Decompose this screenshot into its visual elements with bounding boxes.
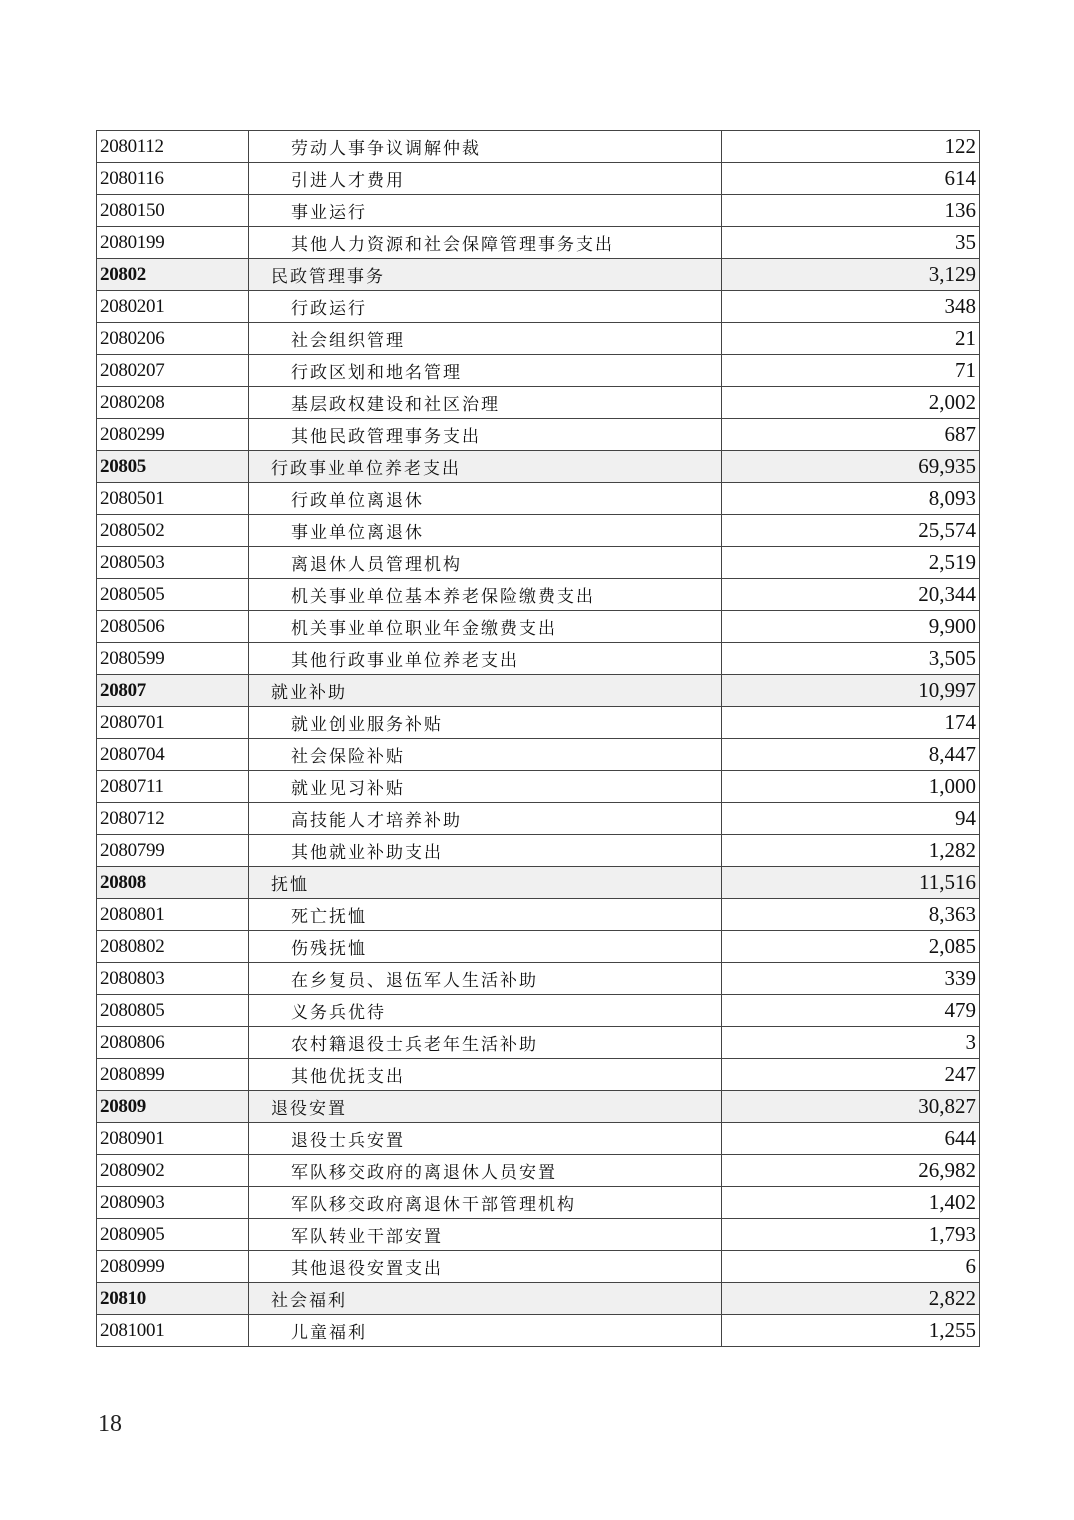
amount-cell: 644 bbox=[722, 1123, 980, 1155]
table-row bbox=[97, 195, 980, 227]
table-row bbox=[97, 163, 980, 195]
subject-code-cell: 2080150 bbox=[97, 195, 249, 227]
table-row bbox=[97, 739, 980, 771]
subject-code-cell: 2080903 bbox=[97, 1187, 249, 1219]
amount-cell: 2,822 bbox=[722, 1283, 980, 1315]
subject-name-cell: 其他退役安置支出 bbox=[249, 1251, 722, 1283]
amount-cell: 1,255 bbox=[722, 1315, 980, 1347]
subject-name-cell: 其他民政管理事务支出 bbox=[249, 419, 722, 451]
amount-cell: 1,282 bbox=[722, 835, 980, 867]
subject-code-cell: 2080802 bbox=[97, 931, 249, 963]
table-row bbox=[97, 515, 980, 547]
subject-name-cell: 行政运行 bbox=[249, 291, 722, 323]
subject-name-cell: 社会福利 bbox=[249, 1283, 722, 1315]
subject-name-cell: 机关事业单位职业年金缴费支出 bbox=[249, 611, 722, 643]
subject-code-cell: 2080199 bbox=[97, 227, 249, 259]
subject-name-cell: 伤残抚恤 bbox=[249, 931, 722, 963]
table-row bbox=[97, 1123, 980, 1155]
subject-code-cell: 2080201 bbox=[97, 291, 249, 323]
table-row bbox=[97, 835, 980, 867]
subject-name-cell: 义务兵优待 bbox=[249, 995, 722, 1027]
subject-code-cell: 2080112 bbox=[97, 131, 249, 163]
budget-expenditure-table bbox=[96, 130, 980, 1347]
subject-code-cell: 2080905 bbox=[97, 1219, 249, 1251]
subject-name-cell: 军队移交政府离退休干部管理机构 bbox=[249, 1187, 722, 1219]
subject-code-cell: 2080899 bbox=[97, 1059, 249, 1091]
amount-cell: 2,002 bbox=[722, 387, 980, 419]
subject-code-cell: 2080599 bbox=[97, 643, 249, 675]
amount-cell: 122 bbox=[722, 131, 980, 163]
amount-cell: 339 bbox=[722, 963, 980, 995]
category-row bbox=[97, 451, 980, 483]
subject-name-cell: 其他就业补助支出 bbox=[249, 835, 722, 867]
amount-cell: 3 bbox=[722, 1027, 980, 1059]
subject-code-cell: 2080704 bbox=[97, 739, 249, 771]
subject-name-cell: 事业单位离退休 bbox=[249, 515, 722, 547]
table-row bbox=[97, 1219, 980, 1251]
subject-code-cell: 20809 bbox=[97, 1091, 249, 1123]
subject-name-cell: 就业创业服务补贴 bbox=[249, 707, 722, 739]
amount-cell: 9,900 bbox=[722, 611, 980, 643]
amount-cell: 10,997 bbox=[722, 675, 980, 707]
table-row bbox=[97, 931, 980, 963]
page-number: 18 bbox=[98, 1411, 122, 1437]
subject-code-cell: 2080701 bbox=[97, 707, 249, 739]
category-row bbox=[97, 1091, 980, 1123]
table-row bbox=[97, 1315, 980, 1347]
subject-name-cell: 抚恤 bbox=[249, 867, 722, 899]
subject-name-cell: 行政区划和地名管理 bbox=[249, 355, 722, 387]
amount-cell: 479 bbox=[722, 995, 980, 1027]
subject-name-cell: 退役士兵安置 bbox=[249, 1123, 722, 1155]
table-row bbox=[97, 547, 980, 579]
category-row bbox=[97, 867, 980, 899]
subject-name-cell: 农村籍退役士兵老年生活补助 bbox=[249, 1027, 722, 1059]
subject-name-cell: 民政管理事务 bbox=[249, 259, 722, 291]
table-row bbox=[97, 803, 980, 835]
subject-name-cell: 其他优抚支出 bbox=[249, 1059, 722, 1091]
subject-code-cell: 2080799 bbox=[97, 835, 249, 867]
amount-cell: 687 bbox=[722, 419, 980, 451]
subject-name-cell: 就业见习补贴 bbox=[249, 771, 722, 803]
subject-name-cell: 军队移交政府的离退休人员安置 bbox=[249, 1155, 722, 1187]
subject-name-cell: 军队转业干部安置 bbox=[249, 1219, 722, 1251]
amount-cell: 3,505 bbox=[722, 643, 980, 675]
subject-name-cell: 事业运行 bbox=[249, 195, 722, 227]
subject-name-cell: 其他人力资源和社会保障管理事务支出 bbox=[249, 227, 722, 259]
subject-code-cell: 2080207 bbox=[97, 355, 249, 387]
table-row bbox=[97, 291, 980, 323]
amount-cell: 20,344 bbox=[722, 579, 980, 611]
subject-name-cell: 离退休人员管理机构 bbox=[249, 547, 722, 579]
amount-cell: 30,827 bbox=[722, 1091, 980, 1123]
category-row bbox=[97, 259, 980, 291]
subject-code-cell: 2081001 bbox=[97, 1315, 249, 1347]
subject-code-cell: 2080902 bbox=[97, 1155, 249, 1187]
subject-code-cell: 2080503 bbox=[97, 547, 249, 579]
table-row bbox=[97, 899, 980, 931]
subject-code-cell: 20802 bbox=[97, 259, 249, 291]
amount-cell: 614 bbox=[722, 163, 980, 195]
table-row bbox=[97, 355, 980, 387]
subject-code-cell: 2080206 bbox=[97, 323, 249, 355]
subject-code-cell: 2080505 bbox=[97, 579, 249, 611]
amount-cell: 11,516 bbox=[722, 867, 980, 899]
subject-name-cell: 就业补助 bbox=[249, 675, 722, 707]
table-row bbox=[97, 323, 980, 355]
table-row bbox=[97, 771, 980, 803]
table-row bbox=[97, 995, 980, 1027]
amount-cell: 1,793 bbox=[722, 1219, 980, 1251]
table-row bbox=[97, 1155, 980, 1187]
subject-code-cell: 2080801 bbox=[97, 899, 249, 931]
subject-code-cell: 2080803 bbox=[97, 963, 249, 995]
table-row bbox=[97, 611, 980, 643]
subject-code-cell: 20807 bbox=[97, 675, 249, 707]
table-row bbox=[97, 227, 980, 259]
subject-name-cell: 行政事业单位养老支出 bbox=[249, 451, 722, 483]
amount-cell: 8,093 bbox=[722, 483, 980, 515]
subject-code-cell: 2080506 bbox=[97, 611, 249, 643]
table-row bbox=[97, 1059, 980, 1091]
amount-cell: 8,447 bbox=[722, 739, 980, 771]
subject-name-cell: 社会保险补贴 bbox=[249, 739, 722, 771]
table-row bbox=[97, 643, 980, 675]
subject-code-cell: 20805 bbox=[97, 451, 249, 483]
category-row bbox=[97, 1283, 980, 1315]
subject-code-cell: 2080805 bbox=[97, 995, 249, 1027]
amount-cell: 8,363 bbox=[722, 899, 980, 931]
table-row bbox=[97, 1027, 980, 1059]
subject-code-cell: 2080502 bbox=[97, 515, 249, 547]
table-row bbox=[97, 579, 980, 611]
amount-cell: 348 bbox=[722, 291, 980, 323]
category-row bbox=[97, 675, 980, 707]
amount-cell: 25,574 bbox=[722, 515, 980, 547]
subject-code-cell: 2080712 bbox=[97, 803, 249, 835]
subject-code-cell: 2080806 bbox=[97, 1027, 249, 1059]
subject-name-cell: 社会组织管理 bbox=[249, 323, 722, 355]
amount-cell: 174 bbox=[722, 707, 980, 739]
amount-cell: 1,000 bbox=[722, 771, 980, 803]
subject-name-cell: 行政单位离退休 bbox=[249, 483, 722, 515]
subject-code-cell: 20810 bbox=[97, 1283, 249, 1315]
amount-cell: 6 bbox=[722, 1251, 980, 1283]
amount-cell: 136 bbox=[722, 195, 980, 227]
amount-cell: 2,085 bbox=[722, 931, 980, 963]
amount-cell: 26,982 bbox=[722, 1155, 980, 1187]
subject-name-cell: 死亡抚恤 bbox=[249, 899, 722, 931]
subject-name-cell: 其他行政事业单位养老支出 bbox=[249, 643, 722, 675]
subject-name-cell: 退役安置 bbox=[249, 1091, 722, 1123]
amount-cell: 2,519 bbox=[722, 547, 980, 579]
table-row bbox=[97, 483, 980, 515]
table-row bbox=[97, 131, 980, 163]
subject-name-cell: 在乡复员、退伍军人生活补助 bbox=[249, 963, 722, 995]
table-row bbox=[97, 707, 980, 739]
table-row bbox=[97, 1251, 980, 1283]
table-row bbox=[97, 419, 980, 451]
amount-cell: 247 bbox=[722, 1059, 980, 1091]
subject-code-cell: 2080999 bbox=[97, 1251, 249, 1283]
subject-code-cell: 2080208 bbox=[97, 387, 249, 419]
amount-cell: 35 bbox=[722, 227, 980, 259]
amount-cell: 3,129 bbox=[722, 259, 980, 291]
subject-name-cell: 儿童福利 bbox=[249, 1315, 722, 1347]
subject-code-cell: 2080501 bbox=[97, 483, 249, 515]
amount-cell: 1,402 bbox=[722, 1187, 980, 1219]
amount-cell: 94 bbox=[722, 803, 980, 835]
table-row bbox=[97, 963, 980, 995]
table-body bbox=[97, 131, 980, 1347]
subject-code-cell: 2080901 bbox=[97, 1123, 249, 1155]
subject-code-cell: 2080711 bbox=[97, 771, 249, 803]
subject-code-cell: 2080116 bbox=[97, 163, 249, 195]
table-row bbox=[97, 387, 980, 419]
subject-code-cell: 20808 bbox=[97, 867, 249, 899]
amount-cell: 69,935 bbox=[722, 451, 980, 483]
subject-name-cell: 机关事业单位基本养老保险缴费支出 bbox=[249, 579, 722, 611]
subject-name-cell: 引进人才费用 bbox=[249, 163, 722, 195]
subject-code-cell: 2080299 bbox=[97, 419, 249, 451]
subject-name-cell: 高技能人才培养补助 bbox=[249, 803, 722, 835]
amount-cell: 71 bbox=[722, 355, 980, 387]
subject-name-cell: 基层政权建设和社区治理 bbox=[249, 387, 722, 419]
table-row bbox=[97, 1187, 980, 1219]
amount-cell: 21 bbox=[722, 323, 980, 355]
subject-name-cell: 劳动人事争议调解仲裁 bbox=[249, 131, 722, 163]
